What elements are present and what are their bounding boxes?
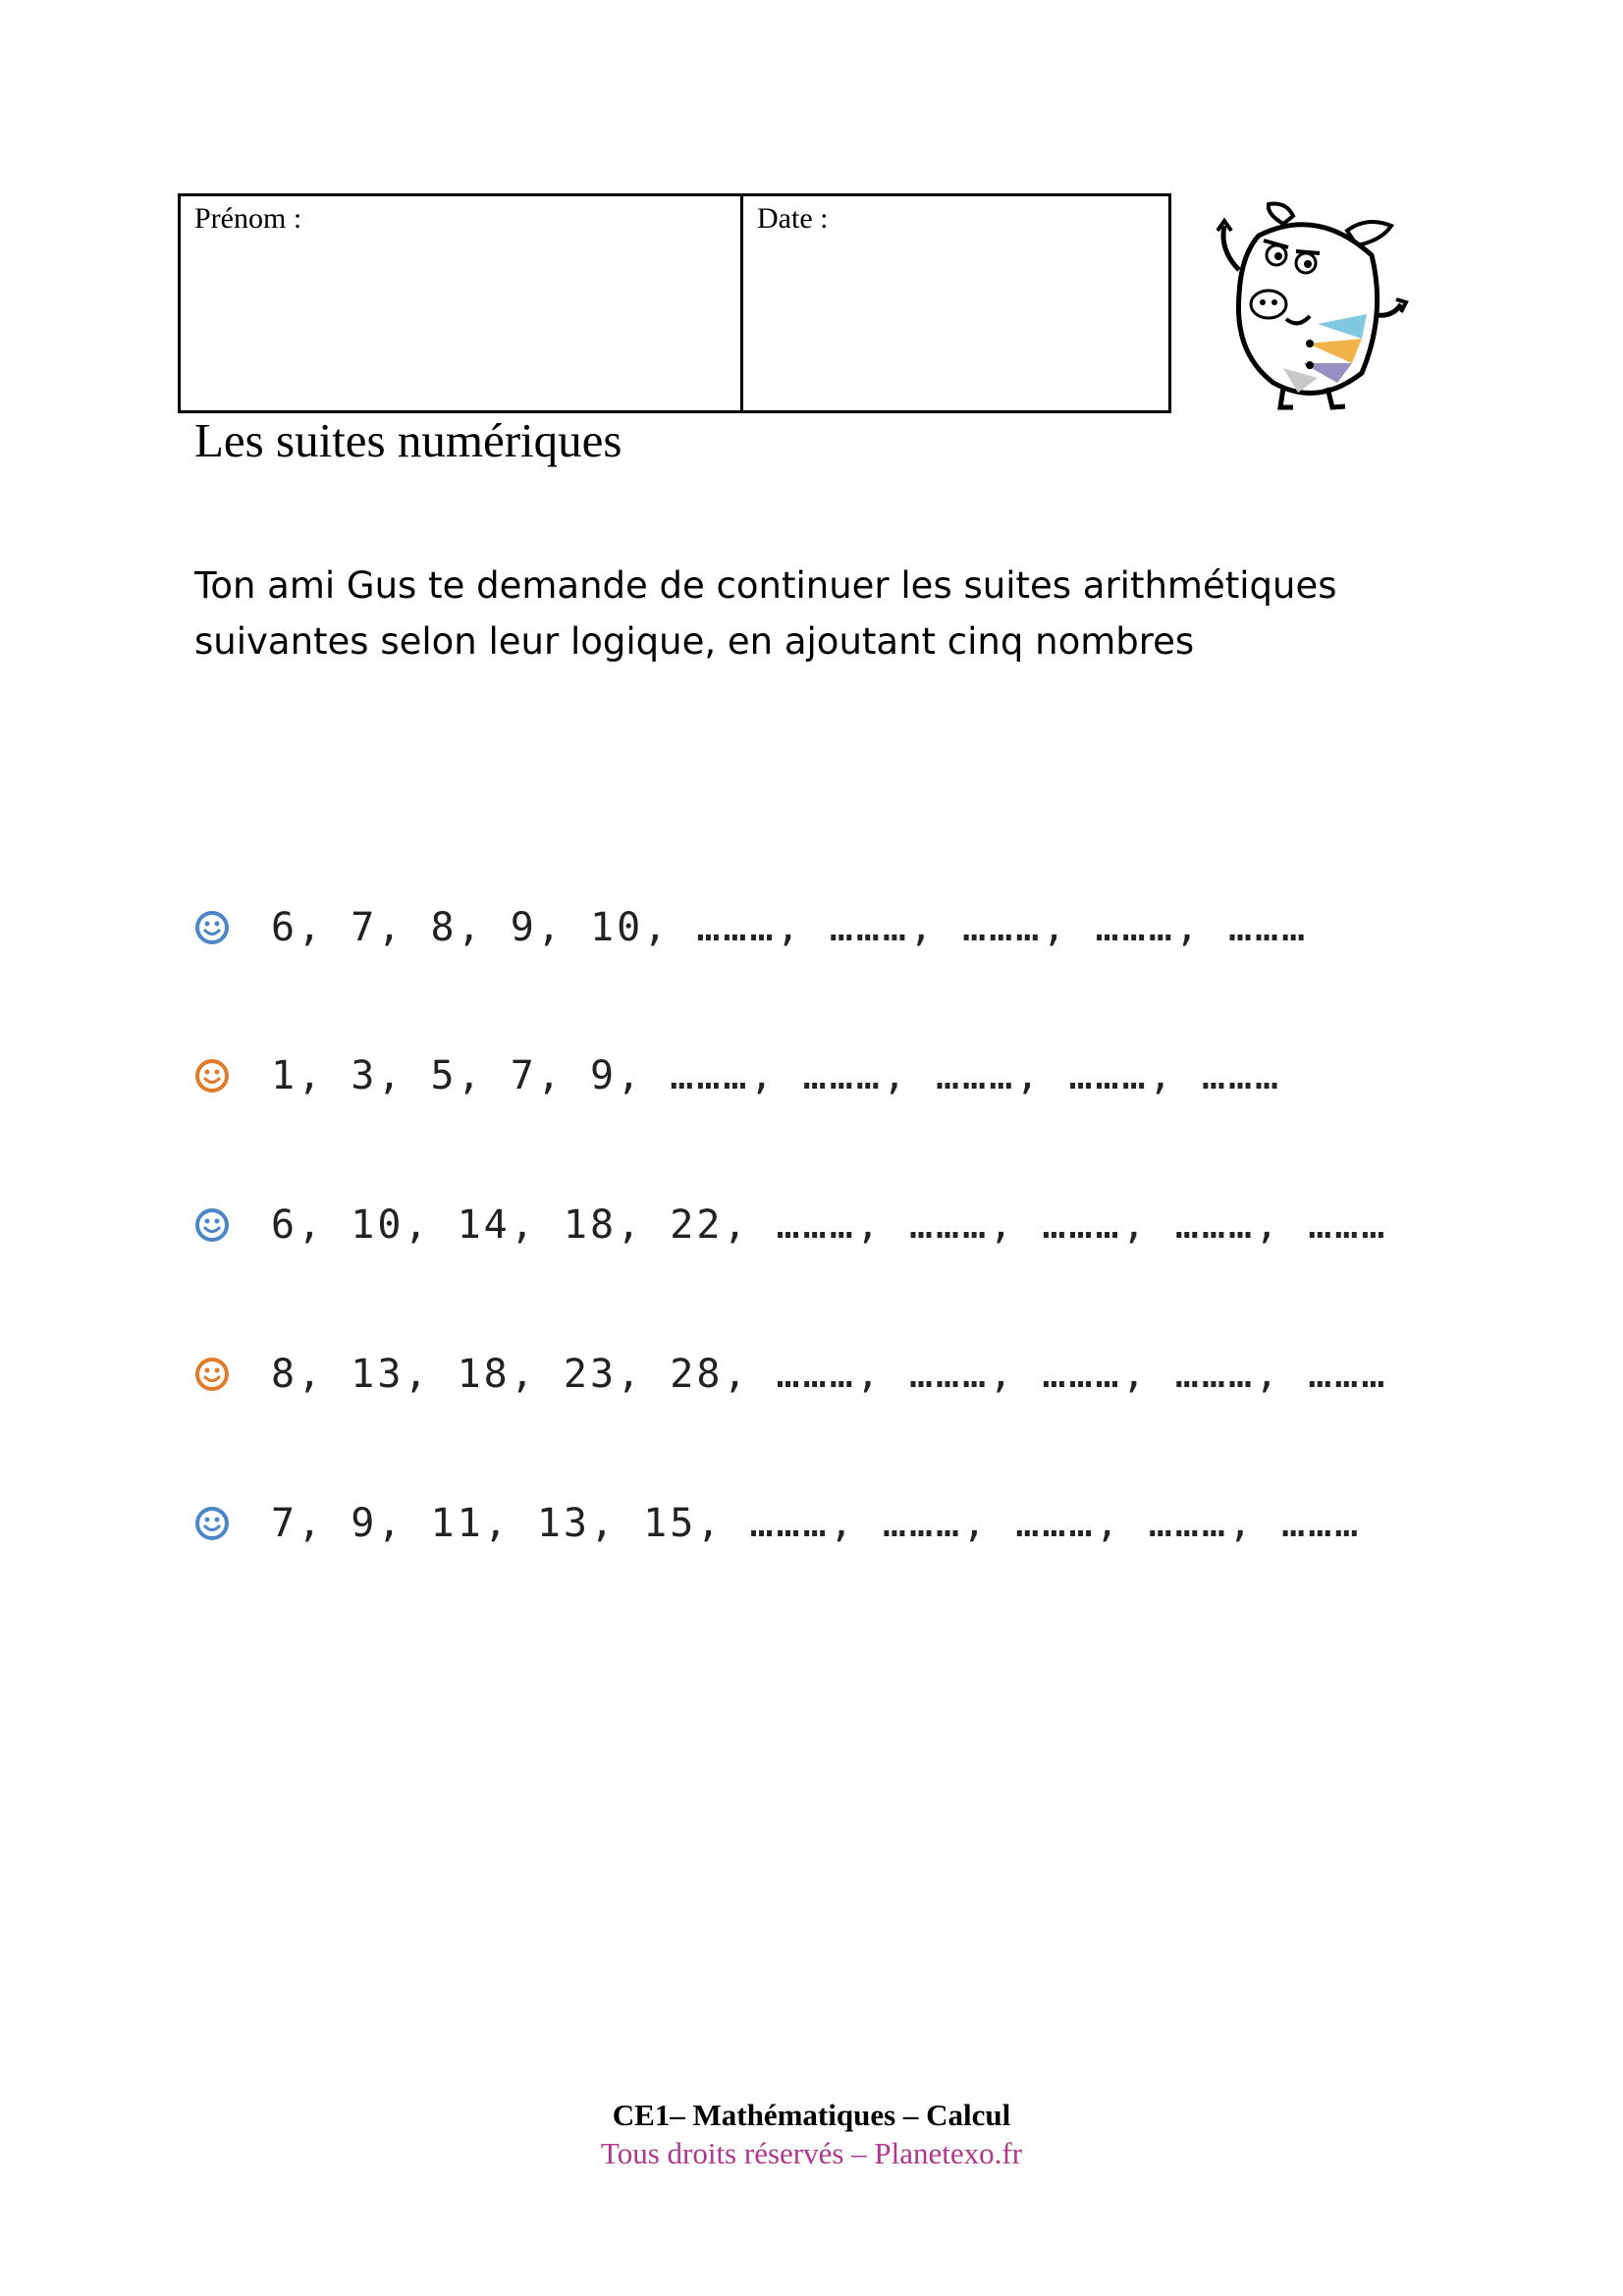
instructions-text: Ton ami Gus te demande de continuer les suites arithmétiques suivantes selon leur logique, en ajoutant cinq nombres <box>194 564 1337 663</box>
sequence-text: 8, 13, 18, 23, 28, ………, ………, ………, ………, ……… <box>271 1352 1388 1397</box>
sequence-text: 6, 7, 8, 9, 10, ………, ………, ………, ………, ……… <box>271 905 1309 950</box>
smiley-icon <box>194 1357 230 1392</box>
smiley-icon <box>194 1207 230 1243</box>
sequence-text: 6, 10, 14, 18, 22, ………, ………, ………, ………, ……… <box>271 1202 1388 1248</box>
sequence-text: 7, 9, 11, 13, 15, ………, ………, ………, ………, ……… <box>271 1501 1362 1546</box>
smiley-icon <box>194 910 230 945</box>
sequence-row <box>194 898 1308 957</box>
date-field[interactable] <box>743 196 1168 410</box>
smiley-icon <box>194 1058 230 1094</box>
smiley-icon <box>194 1506 230 1541</box>
sequence-row <box>194 1494 1361 1553</box>
header-table <box>178 193 1171 413</box>
page-title: Les suites numériques <box>194 413 622 467</box>
sequence-row <box>194 1196 1387 1255</box>
date-label: Date : <box>757 202 829 235</box>
sequence-row <box>194 1345 1387 1404</box>
gus-mascot-icon <box>1200 196 1411 417</box>
name-label: Prénom : <box>194 202 302 235</box>
sequence-row <box>194 1046 1281 1105</box>
name-field[interactable] <box>181 196 743 410</box>
footer-rights: Tous droits réservés – Planetexo.fr <box>600 2136 1023 2170</box>
footer-subject: CE1– Mathématiques – Calcul <box>612 2098 1011 2132</box>
sequence-text: 1, 3, 5, 7, 9, ………, ………, ………, ………, ……… <box>271 1053 1282 1098</box>
